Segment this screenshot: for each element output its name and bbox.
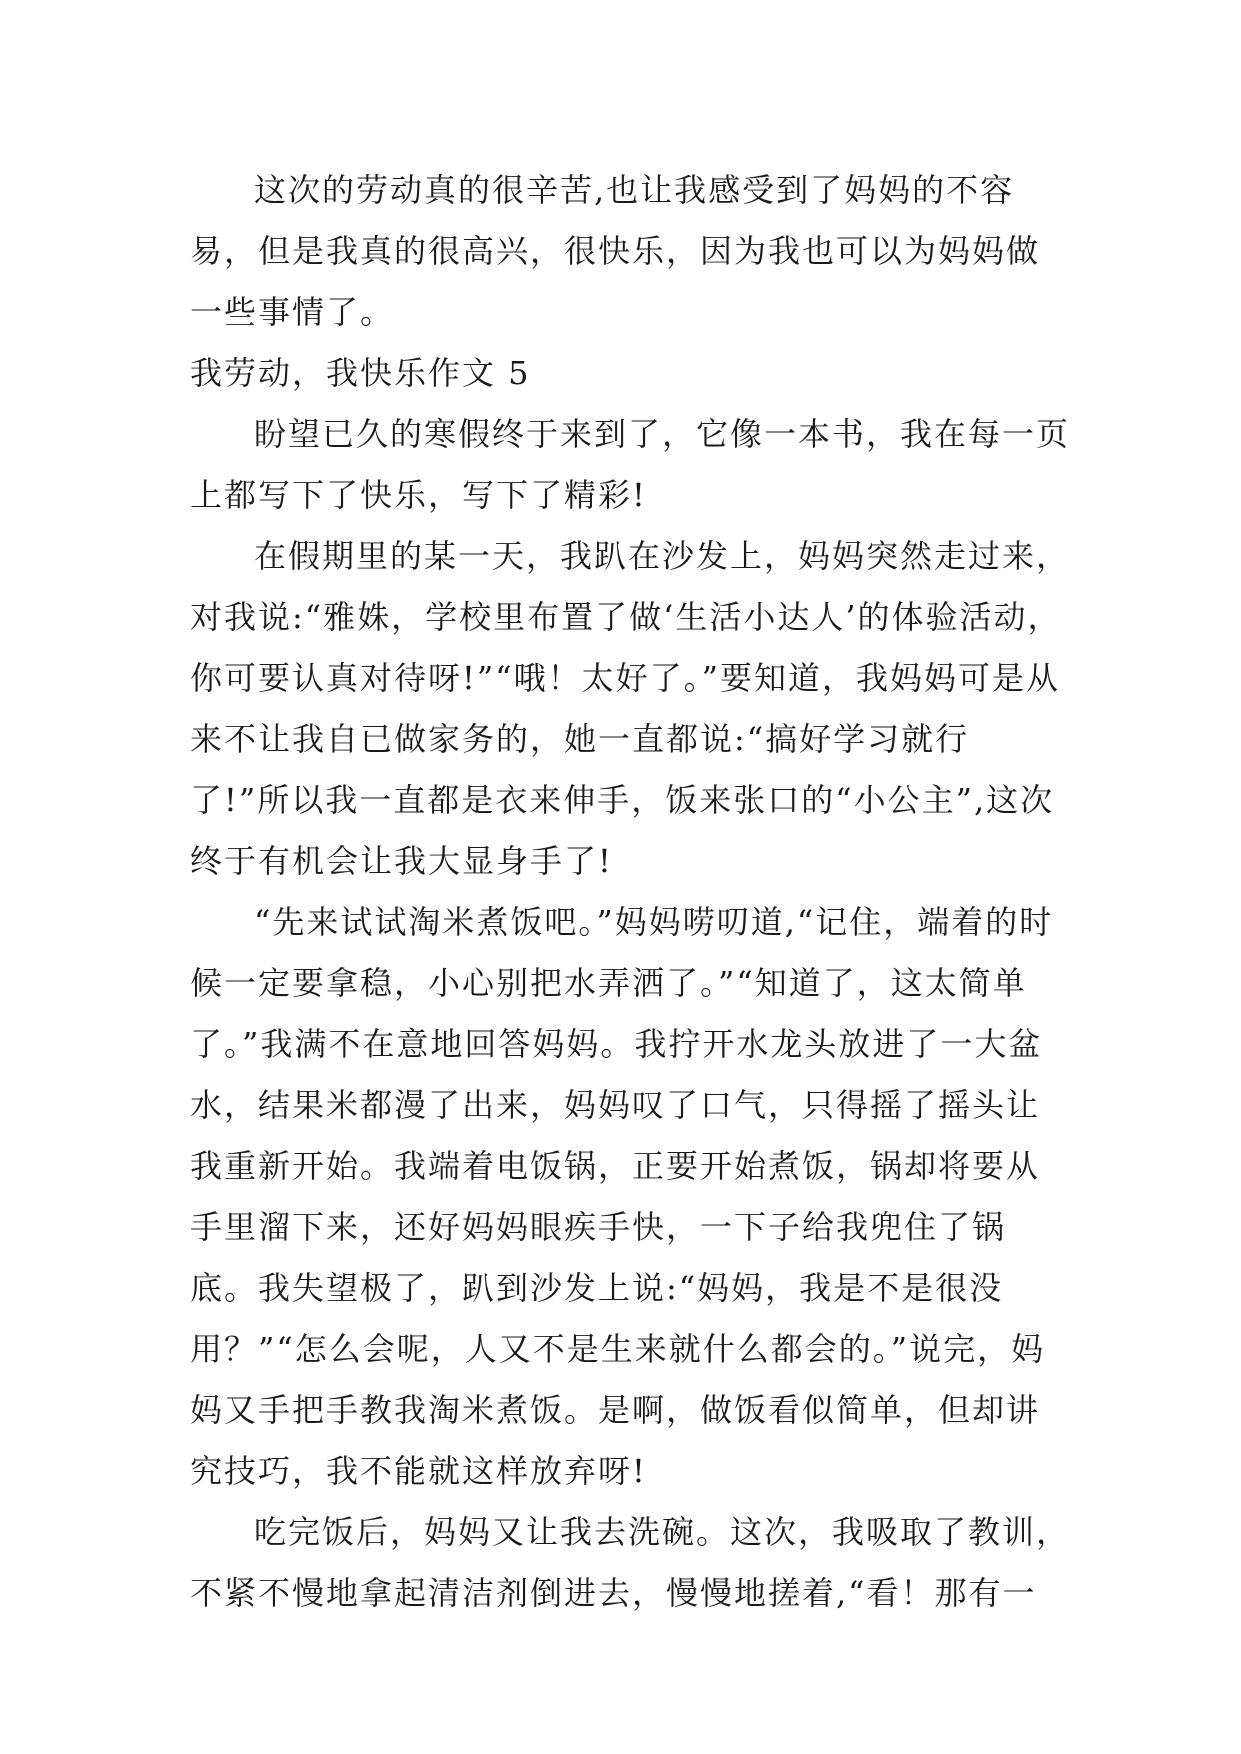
paragraph-5: 吃完饭后，妈妈又让我去洗碗。这次，我吸取了教训，不紧不慢地拿起清洁剂倒进去，慢慢地搓着,“看！那有一 [190,1513,1071,1612]
essay-heading: 我劳动，我快乐作文 5 [190,354,531,392]
paragraph-2: 盼望已久的寒假终于来到了，它像一本书，我在每一页上都写下了快乐，写下了精彩! [190,415,1071,514]
document-body [190,160,1070,1624]
paragraph-3: 在假期里的某一天，我趴在沙发上，妈妈突然走过来，对我说:“雅姝，学校里布置了做‘生活小达人’的体验活动，你可要认真对待呀!”“哦！太好了。”要知道，我妈妈可是从来不让我自已做家务的，她一直都说:“搞好学习就行了!”所以我一直都是衣来伸手，饭来张口的“小公主”,这次终于有机会让我大显身手了! [190,537,1071,880]
paragraph-4: “先来试试淘米煮饭吧。”妈妈唠叨道,“记住，端着的时候一定要拿稳，小心别把水弄洒了。”“知道了，这太简单了。”我满不在意地回答妈妈。我拧开水龙头放进了一大盆水，结果米都漫了出来，妈妈叹了口气，只得摇了摇头让我重新开始。我端着电饭锅，正要开始煮饭，锅却将要从手里溜下来，还好妈妈眼疾手快，一下子给我兜住了锅底。我失望极了，趴到沙发上说:“妈妈，我是不是很没用？”“怎么会呢，人又不是生来就什么都会的。”说完，妈妈又手把手教我淘米煮饭。是啊，做饭看似简单，但却讲究技巧，我不能就这样放弃呀! [190,903,1054,1490]
paragraph-1: 这次的劳动真的很辛苦,也让我感受到了妈妈的不容易，但是我真的很高兴，很快乐，因为我也可以为妈妈做一些事情了。 [190,171,1041,331]
